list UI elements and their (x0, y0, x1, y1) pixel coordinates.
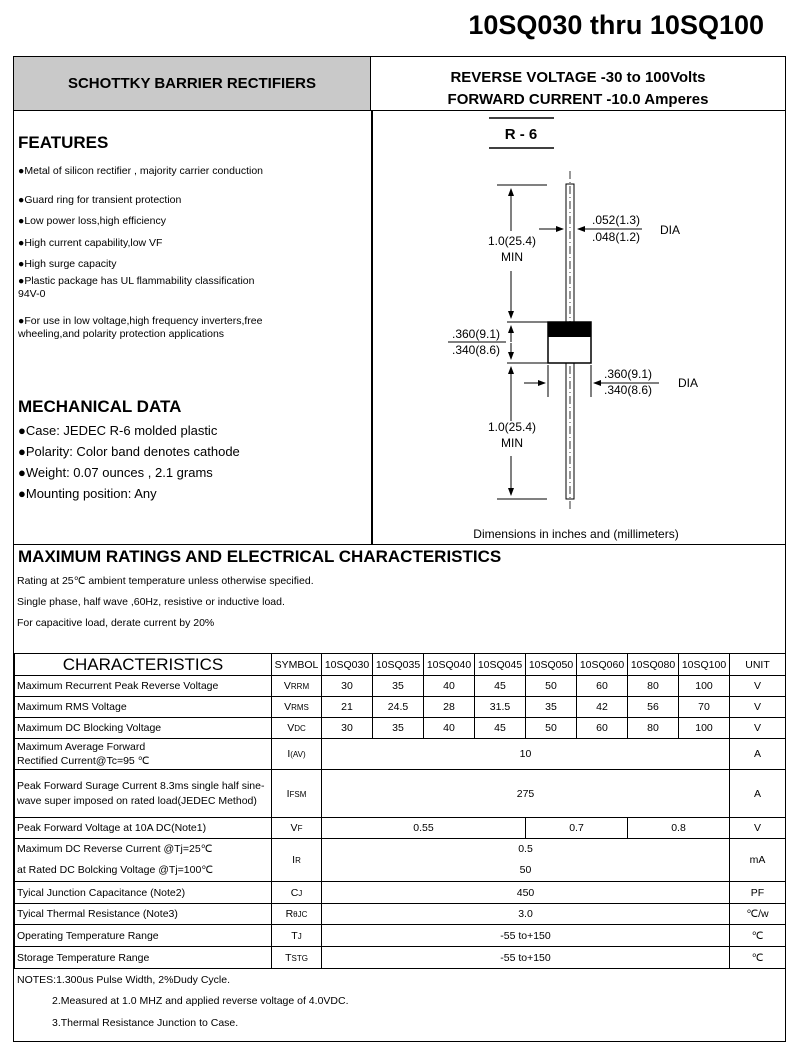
table-cell: 35 (373, 676, 424, 697)
feature-item: ●High surge capacity (18, 258, 117, 270)
col-part: 10SQ050 (526, 654, 577, 676)
table-cell: Tyical Junction Capacitance (Note2) (15, 882, 272, 904)
col-part: 10SQ100 (679, 654, 730, 676)
header-voltage: REVERSE VOLTAGE -30 to 100Volts (450, 69, 706, 86)
table-cell: VDC (272, 718, 322, 739)
table-cell: 35 (526, 697, 577, 718)
note: 2.Measured at 1.0 MHZ and applied reverse voltage of 4.0VDC. (52, 995, 349, 1007)
feature-item: ●Plastic package has UL flammability classification 94V-0 (18, 275, 255, 300)
dimensions-caption: Dimensions in inches and (millimeters) (473, 527, 679, 541)
header-category: SCHOTTKY BARRIER RECTIFIERS (14, 57, 371, 111)
table-cell: 30 (322, 676, 373, 697)
table-cell: 45 (475, 676, 526, 697)
table-cell: 275 (322, 770, 730, 818)
table-cell: CJ (272, 882, 322, 904)
datasheet-frame (13, 56, 786, 1042)
table-cell: Operating Temperature Range (15, 925, 272, 947)
table-row (15, 925, 786, 947)
table-cell: 60 (577, 718, 628, 739)
table-cell: RθJC (272, 904, 322, 925)
table-cell: I(AV) (272, 739, 322, 770)
table-cell: V (730, 718, 786, 739)
table-cell: 50 (526, 676, 577, 697)
notes-section (14, 969, 785, 1041)
table-cell: TJ (272, 925, 322, 947)
table-cell: Storage Temperature Range (15, 947, 272, 969)
table-row (15, 904, 786, 925)
table-cell: A (730, 770, 786, 818)
table-cell: 45 (475, 718, 526, 739)
table-cell: 31.5 (475, 697, 526, 718)
table-cell: 40 (424, 676, 475, 697)
svg-text:.360(9.1): .360(9.1) (451, 327, 501, 341)
svg-text:DIA: DIA (660, 223, 681, 237)
table-cell: Maximum Recurrent Peak Reverse Voltage (15, 676, 272, 697)
table-cell: ℃ (730, 947, 786, 969)
table-cell: 3.0 (322, 904, 730, 925)
table-cell: V (730, 697, 786, 718)
svg-text:MIN: MIN (501, 436, 523, 450)
svg-text:MIN: MIN (501, 250, 523, 264)
table-row (15, 718, 786, 739)
table-cell: 60 (577, 676, 628, 697)
header-current: FORWARD CURRENT -10.0 Amperes (447, 91, 709, 108)
table-cell: 42 (577, 697, 628, 718)
table-cell: 100 (679, 676, 730, 697)
table-cell: ℃ (730, 925, 786, 947)
ratings-line: Single phase, half wave ,60Hz, resistive or inductive load. (17, 596, 285, 608)
table-cell: 30 (322, 718, 373, 739)
table-cell: 56 (628, 697, 679, 718)
svg-text:1.0(25.4): 1.0(25.4) (487, 234, 537, 248)
note: 3.Thermal Resistance Junction to Case. (52, 1017, 239, 1029)
table-cell: 100 (679, 718, 730, 739)
col-part: 10SQ040 (424, 654, 475, 676)
svg-text:.340(8.6): .340(8.6) (603, 383, 653, 397)
table-cell: 21 (322, 697, 373, 718)
table-row (15, 818, 786, 839)
feature-item: ●High current capability,low VF (18, 237, 163, 249)
table-row (15, 882, 786, 904)
table-cell: 80 (628, 676, 679, 697)
ratings-section (14, 544, 785, 653)
table-cell: 450 (322, 882, 730, 904)
ratings-line: Rating at 25℃ ambient temperature unless otherwise specified. (17, 575, 314, 587)
table-cell: 24.5 (373, 697, 424, 718)
col-part: 10SQ035 (373, 654, 424, 676)
document-title: 10SQ030 thru 10SQ100 (468, 10, 764, 40)
svg-text:DIA: DIA (678, 376, 699, 390)
table-cell: 28 (424, 697, 475, 718)
feature-item: ●For use in low voltage,high frequency inverters,free wheeling,and polarity protection applications (18, 315, 263, 340)
ratings-heading: MAXIMUM RATINGS AND ELECTRICAL CHARACTERISTICS (18, 547, 502, 566)
table-row (15, 739, 786, 770)
table-cell: Maximum RMS Voltage (15, 697, 272, 718)
col-symbol: SYMBOL (272, 654, 322, 676)
col-part: 10SQ045 (475, 654, 526, 676)
table-cell: Tyical Thermal Resistance (Note3) (15, 904, 272, 925)
table-cell: -55 to+150 (322, 947, 730, 969)
features-heading: FEATURES (18, 133, 109, 152)
table-row (15, 770, 786, 818)
table-cell: VRMS (272, 697, 322, 718)
table-cell: ℃/w (730, 904, 786, 925)
table-cell: A (730, 739, 786, 770)
table-cell: -55 to+150 (322, 925, 730, 947)
table-cell: 80 (628, 718, 679, 739)
feature-item: ●Metal of silicon rectifier , majority carrier conduction (18, 165, 264, 177)
col-part: 10SQ080 (628, 654, 679, 676)
table-cell: VF (272, 818, 322, 839)
mechanical-item: ●Polarity: Color band denotes cathode (18, 444, 240, 459)
note: NOTES:1.300us Pulse Width, 2%Dudy Cycle. (17, 974, 231, 986)
table-cell: 40 (424, 718, 475, 739)
table-cell: 0.5 50 (322, 839, 730, 882)
table-header (15, 654, 786, 676)
svg-text:.052(1.3): .052(1.3) (591, 213, 641, 227)
characteristics-table (14, 653, 786, 969)
table-cell: 0.8 (628, 818, 730, 839)
col-part: 10SQ060 (577, 654, 628, 676)
package-outline-diagram (372, 111, 786, 544)
table-cell: Maximum DC Reverse Current @Tj=25℃ at Rated DC Bolcking Voltage @Tj=100℃ (15, 839, 272, 882)
table-cell: Maximum Average Forward Rectified Current@Tc=95 ℃ (15, 739, 272, 770)
header-ratings (371, 57, 785, 111)
svg-text:.340(8.6): .340(8.6) (451, 343, 501, 357)
mechanical-item: ●Weight: 0.07 ounces , 2.1 grams (18, 465, 213, 480)
mechanical-item: ●Mounting position: Any (18, 486, 157, 501)
mechanical-heading: MECHANICAL DATA (18, 397, 182, 416)
table-cell: Peak Forward Voltage at 10A DC(Note1) (15, 818, 272, 839)
table-cell: VRRM (272, 676, 322, 697)
table-row (15, 676, 786, 697)
svg-text:1.0(25.4): 1.0(25.4) (487, 420, 537, 434)
table-cell: PF (730, 882, 786, 904)
col-part: 10SQ030 (322, 654, 373, 676)
table-row (15, 947, 786, 969)
table-cell: 10 (322, 739, 730, 770)
table-cell: 35 (373, 718, 424, 739)
table-cell: TSTG (272, 947, 322, 969)
table-cell: V (730, 818, 786, 839)
table-cell: 70 (679, 697, 730, 718)
table-cell: IR (272, 839, 322, 882)
svg-text:.048(1.2): .048(1.2) (591, 230, 641, 244)
cathode-band (548, 322, 591, 337)
table-row (15, 697, 786, 718)
table-cell: Maximum DC Blocking Voltage (15, 718, 272, 739)
table-cell: 0.55 (322, 818, 526, 839)
feature-item: ●Guard ring for transient protection (18, 194, 182, 206)
table-cell: IFSM (272, 770, 322, 818)
table-row (15, 839, 786, 882)
table-cell: mA (730, 839, 786, 882)
package-name: R - 6 (504, 126, 538, 143)
svg-text:.360(9.1): .360(9.1) (603, 367, 653, 381)
table-cell: V (730, 676, 786, 697)
mechanical-item: ●Case: JEDEC R-6 molded plastic (18, 423, 218, 438)
col-unit: UNIT (730, 654, 786, 676)
table-cell: 0.7 (526, 818, 628, 839)
table-cell: 50 (526, 718, 577, 739)
ratings-line: For capacitive load, derate current by 20% (17, 617, 215, 629)
table-cell: Peak Forward Surage Current 8.3ms single half sine-wave super imposed on rated load(JEDEC Method) (15, 770, 272, 818)
col-characteristics: CHARACTERISTICS (15, 654, 272, 676)
feature-item: ●Low power loss,high efficiency (18, 215, 166, 227)
